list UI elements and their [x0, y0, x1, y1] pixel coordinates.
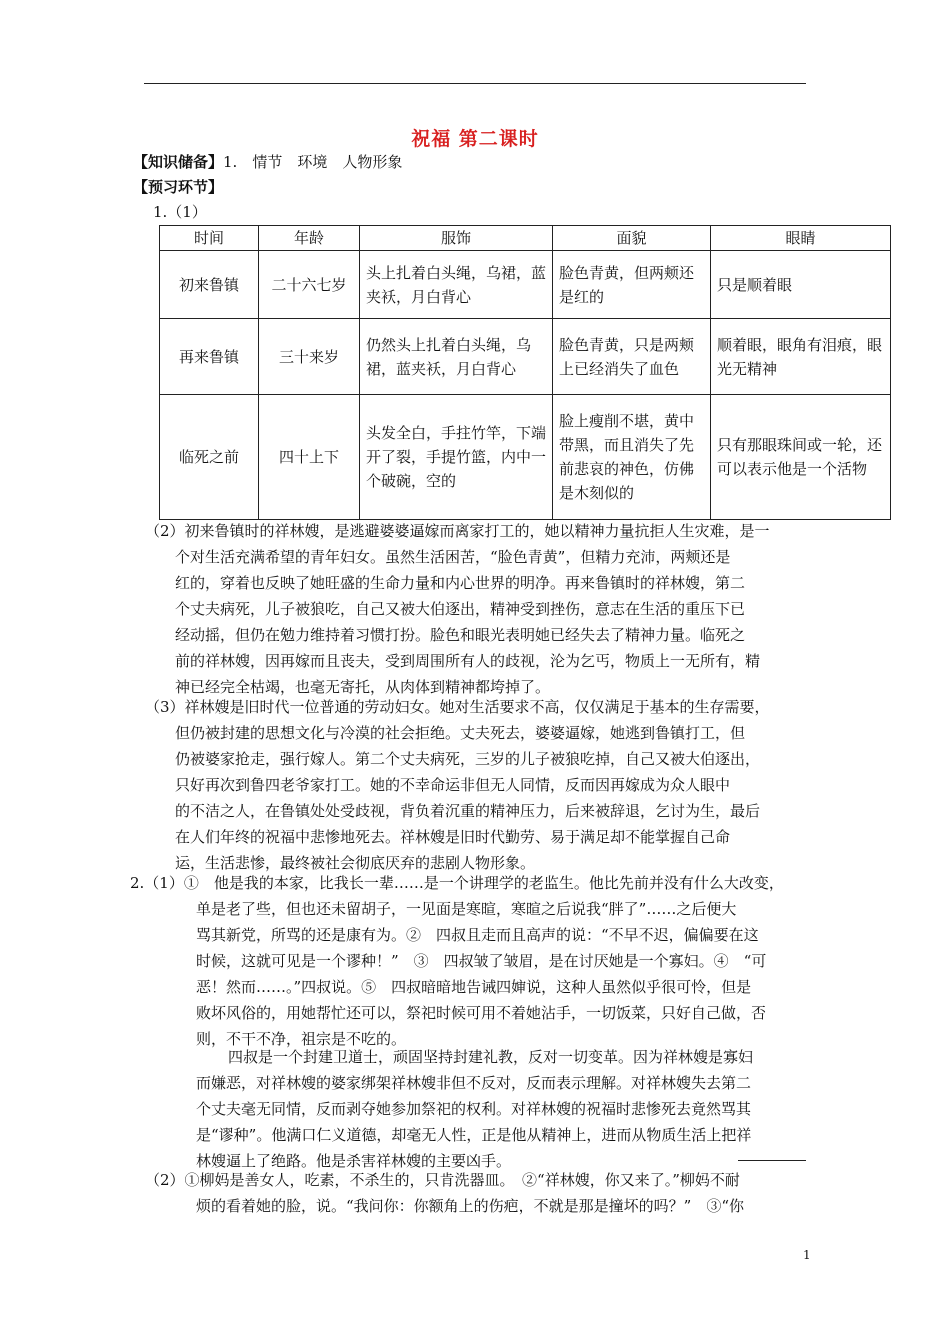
table-header: 眼睛 — [711, 226, 891, 251]
text-line: （3）祥林嫂是旧时代一位普通的劳动妇女。她对生活要求不高，仅仅满足于基本的生存需要， — [145, 698, 770, 716]
answer-1-3 — [145, 694, 770, 876]
table-cell: 头上扎着白头绳，乌裙，蓝夹袄，月白背心 — [360, 251, 553, 319]
text-line: 但仍被封建的思想文化与冷漠的社会拒绝。丈夫死去，婆婆逼嫁，她逃到鲁镇打工，但 — [175, 724, 746, 742]
table-cell: 只有那眼珠间或一轮，还可以表示他是一个活物 — [711, 395, 891, 520]
table-cell: 头发全白，手拄竹竿，下端开了裂，手提竹篮，内中一个破碗，空的 — [360, 395, 553, 520]
knowledge-label: 【知识储备】 — [133, 153, 224, 171]
text-line: 单是老了些，但也还未留胡子，一见面是寒暄，寒暄之后说我“胖了”……之后便大 — [196, 900, 737, 918]
table-row — [160, 251, 891, 319]
answer-2-1 — [130, 870, 784, 1052]
text-line: 神已经完全枯竭，也毫无寄托，从肉体到精神都垮掉了。 — [175, 678, 551, 696]
page-number: 1 — [803, 1248, 811, 1262]
table-header-row — [160, 226, 891, 251]
table-cell: 四十上下 — [259, 395, 360, 520]
table-header: 年龄 — [259, 226, 360, 251]
table-cell: 脸色青黄，但两颊还是红的 — [553, 251, 711, 319]
text-line: 骂其新党，所骂的还是康有为。② 四叔且走而且高声的说：“不早不迟，偏偏要在这 — [196, 926, 759, 944]
text-line: （2）①柳妈是善女人，吃素，不杀生的，只肯洗器皿。 ②“祥林嫂，你又来了。”柳妈不耐 — [145, 1171, 740, 1189]
character-table — [159, 225, 891, 520]
text-line: 在人们年终的祝福中悲惨地死去。祥林嫂是旧时代勤劳、易于满足却不能掌握自己命 — [175, 828, 731, 846]
table-cell: 只是顺着眼 — [711, 251, 891, 319]
table-cell: 脸色青黄，只是两颊上已经消失了血色 — [553, 319, 711, 395]
page-title: 祝福 第二课时 — [411, 128, 539, 150]
table-header: 面貌 — [553, 226, 711, 251]
text-line: 时候，这就可见是一个谬种！” ③ 四叔皱了皱眉，是在讨厌她是一个寡妇。④ “可 — [196, 952, 767, 970]
text-line: 个丈夫毫无同情，反而剥夺她参加祭祀的权利。对祥林嫂的祝福时悲惨死去竟然骂其 — [196, 1100, 752, 1118]
answer-blank-line — [738, 1160, 806, 1161]
text-line: 的不洁之人，在鲁镇处处受歧视，背负着沉重的精神压力，后来被辞退，乞讨为生，最后 — [175, 802, 761, 820]
table-cell: 初来鲁镇 — [160, 251, 259, 319]
text-line: （2）初来鲁镇时的祥林嫂，是逃避婆婆逼嫁而离家打工的，她以精神力量抗拒人生灾难，是一 — [145, 522, 770, 540]
answer-1-2 — [145, 518, 770, 700]
preview-label: 【预习环节】 — [133, 178, 224, 196]
table-cell: 仍然头上扎着白头绳，乌裙，蓝夹袄，月白背心 — [360, 319, 553, 395]
text-line: 仍被婆家抢走，强行嫁人。第二个丈夫病死，三岁的儿子被狼吃掉，自己又被大伯逐出， — [175, 750, 761, 768]
question-1-label: 1.（1） — [153, 203, 207, 221]
text-line: 恶！然而……。”四叔说。⑤ 四叔暗暗地告诫四婶说，这种人虽然似乎很可怜，但是 — [196, 978, 752, 996]
text-line: 林嫂逼上了绝路。他是杀害祥林嫂的主要凶手。 — [196, 1152, 512, 1170]
knowledge-line — [133, 150, 402, 174]
table-cell: 脸上瘦削不堪，黄中带黑，而且消失了先前悲哀的神色，仿佛是木刻似的 — [553, 395, 711, 520]
answer-2-1-analysis — [196, 1044, 753, 1174]
text-line: 四叔是一个封建卫道士，顽固坚持封建礼教，反对一切变革。因为祥林嫂是寡妇 — [228, 1048, 754, 1066]
table-cell: 顺着眼，眼角有泪痕，眼光无精神 — [711, 319, 891, 395]
text-line: 个丈夫病死，儿子被狼吃，自己又被大伯逐出，精神受到挫伤，意志在生活的重压下已 — [175, 600, 746, 618]
text-line: 前的祥林嫂，因再嫁而且丧夫，受到周围所有人的歧视，沦为乞丐，物质上一无所有，精 — [175, 652, 761, 670]
knowledge-text: 1. 情节 环境 人物形象 — [223, 153, 403, 171]
table-header: 时间 — [160, 226, 259, 251]
text-line: 红的，穿着也反映了她旺盛的生命力量和内心世界的明净。再来鲁镇时的祥林嫂，第二 — [175, 574, 746, 592]
text-line: 败坏风俗的，用她帮忙还可以，祭祀时候可用不着她沾手，一切饭菜，只好自己做，否 — [196, 1004, 767, 1022]
table-cell: 二十六七岁 — [259, 251, 360, 319]
table-header: 服饰 — [360, 226, 553, 251]
header-rule — [144, 83, 806, 84]
text-line: 而嫌恶，对祥林嫂的婆家绑架祥林嫂非但不反对，反而表示理解。对祥林嫂失去第二 — [196, 1074, 752, 1092]
table-cell: 三十来岁 — [259, 319, 360, 395]
table-row — [160, 395, 891, 520]
table-cell: 再来鲁镇 — [160, 319, 259, 395]
text-line: 烦的看着她的脸，说。“我问你：你额角上的伤疤，不就是那是撞坏的吗？” ③“你 — [196, 1197, 745, 1215]
text-line: 是“谬种”。他满口仁义道德，却毫无人性，正是他从精神上，进而从物质生活上把祥 — [196, 1126, 752, 1144]
text-line: 个对生活充满希望的青年妇女。虽然生活困苦，“脸色青黄”，但精力充沛，两颊还是 — [175, 548, 731, 566]
text-line: 只好再次到鲁四老爷家打工。她的不幸命运非但无人同情，反而因再嫁成为众人眼中 — [175, 776, 731, 794]
text-line: 经动摇，但仍在勉力维持着习惯打扮。脸色和眼光表明她已经失去了精神力量。临死之 — [175, 626, 746, 644]
answer-2-2 — [145, 1167, 744, 1219]
text-line: 2.（1）① 他是我的本家，比我长一辈……是一个讲理学的老监生。他比先前并没有什么大改变， — [130, 874, 784, 892]
table-row — [160, 319, 891, 395]
text-line: 则，不干不净，祖宗是不吃的。 — [196, 1030, 407, 1048]
table-cell: 临死之前 — [160, 395, 259, 520]
text-line: 运，生活悲惨，最终被社会彻底厌弃的悲剧人物形象。 — [175, 854, 536, 872]
